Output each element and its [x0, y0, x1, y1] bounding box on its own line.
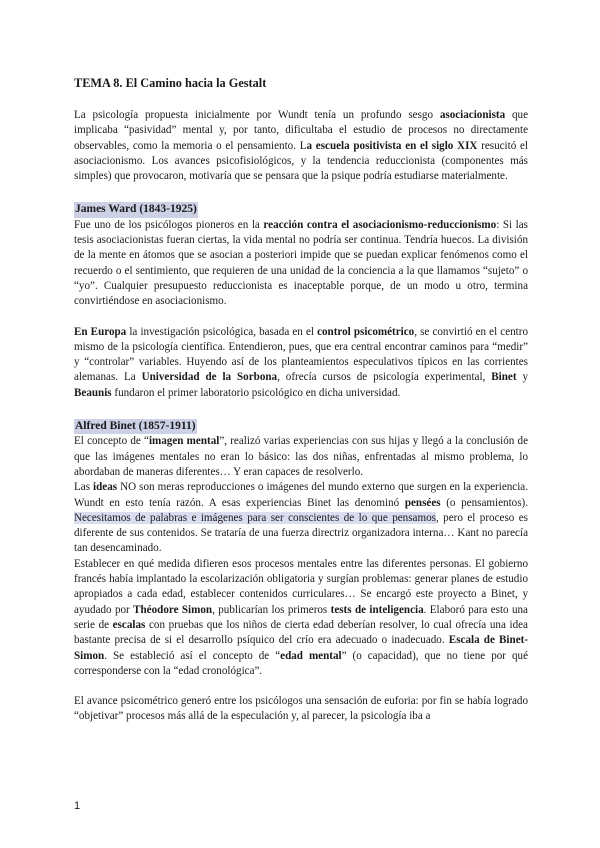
text-run: resucitó el asociacionismo. Los avances psicofisiológicos, y la tendencia reduccionista (componentes más simples) que provocaron, motivaría que se pensara que la psique podría estudiarse materialmente. — [74, 139, 528, 183]
bold-term: En Europa — [74, 325, 127, 338]
text-run: NO son meras reproducciones o imágenes del mundo externo que surgen en la experiencia. Wundt en esto tenía razón. A esas experiencias Binet las denominó — [74, 481, 528, 509]
section-heading-binet: Alfred Binet (1857-1911) — [74, 419, 197, 434]
page-number: 1 — [74, 800, 81, 812]
bold-term: Beaunis — [74, 386, 112, 399]
bold-term: asociacionista — [439, 109, 506, 121]
text-run: El concepto de “ — [74, 435, 149, 448]
europa-paragraph — [74, 325, 528, 401]
bold-term: Binet — [491, 371, 517, 384]
text-run: fundaron el primer laboratorio psicológico en dicha universidad. — [111, 386, 401, 399]
text-run: , pero el proceso es diferente de sus contenidos. Se trataría de una fuerza directriz organizadora interna… Kant no parecía tan desencaminado. — [74, 511, 529, 555]
text-run: , se convirtió en el centro mismo de la psicología científica. Entendieron, pues, que era central encontrar caminos para “medir” y “controlar” variables. Huyendo así de los planteamientos especulativos típicos en las corrientes alemanas. La — [74, 325, 528, 384]
final-paragraph: El avance psicométrico generó entre los psicólogos una sensación de euforia: por fin se había logrado “objetivar” procesos más allá de la especulación y, al parecer, la psicología iba a — [74, 695, 528, 723]
bold-term: ideas — [93, 481, 118, 494]
text-run: : Si las tesis asociacionistas fueran ciertas, la vida mental no podría ser continua. Tendría huecos. La división de la mente en átomos que se asocian a posteriori impide que se puedan explicar fenómenos como el recuerdo o el sentimiento, que requieren de una unidad de la conciencia a la que llamamos “sujeto” o “yo”. Cualquier presupuesto reduccionista es inaceptable porque, de un modo u otro, termina convirtiéndose en asociacionismo. — [74, 218, 528, 308]
text-run: con pruebas que los niños de cierta edad deberían resolver, lo cual ofrecía una idea bastante precisa de si el desarrollo psíquico del crío era adecuado o inadecuado. — [74, 618, 528, 647]
text-run: ” (o capacidad), que no tiene por qué corresponderse con la “edad cronológica”. — [74, 649, 528, 677]
intro-paragraph — [74, 108, 528, 184]
text-run: Fue uno de los psicólogos pioneros en la — [74, 218, 264, 231]
highlighted-text: Necesitamos de palabras e imágenes para ser conscientes de lo que pensamos — [74, 511, 436, 524]
bold-term: Escala de Binet-Simon — [74, 634, 529, 662]
bold-term: Théodore Simon — [133, 603, 213, 616]
text-run: . Se estableció así el concepto de “ — [104, 649, 281, 662]
binet-paragraph-2 — [74, 480, 528, 556]
section-heading-ward: James Ward (1843-1925) — [74, 202, 198, 217]
bold-term: tests de inteligencia — [330, 603, 424, 616]
text-run: Las — [74, 481, 94, 494]
bold-term: edad mental — [280, 649, 342, 662]
binet-paragraph-3 — [74, 557, 528, 679]
text-run: , publicarían los primeros — [212, 603, 331, 616]
bold-term: a escuela positivista en el siglo XIX — [306, 139, 478, 152]
text-run: que implicaba “pasividad” mental y, por tanto, dificultaba el estudio de procesos no directamente observables, como la memoria o el pensamiento. L — [74, 109, 528, 152]
text-run: . Elaboró para esto una serie de — [74, 603, 528, 631]
bold-term: pensées — [404, 496, 441, 509]
bold-term: escalas — [112, 618, 146, 631]
binet-paragraph-1 — [74, 434, 528, 480]
bold-term: imagen mental — [148, 435, 220, 448]
bold-term: control psicométrico — [317, 325, 415, 338]
page-content — [74, 62, 528, 725]
text-run: ”, realizó varias experiencias con sus hijas y llegó a la conclusión de que las imágenes mentales no eran lo básico: las dos niñas, enfrentadas al mismo problema, lo abordaban de maneras diferentes… Y eran capaces de resolverlo. — [74, 435, 528, 478]
bold-term: reacción contra el asociacionismo-reduccionismo — [263, 218, 497, 231]
page-title: TEMA 8. El Camino hacia la Gestalt — [74, 76, 267, 90]
ward-paragraph — [74, 218, 528, 310]
text-run: (o pensamientos). — [440, 496, 528, 509]
text-run: La psicología propuesta inicialmente por Wundt tenía un profundo sesgo — [74, 109, 440, 121]
text-run: , ofrecía cursos de psicología experimental, — [277, 371, 492, 384]
text-run: y — [516, 371, 529, 384]
text-run: la investigación psicológica, basada en el — [126, 325, 318, 338]
bold-term: Universidad de la Sorbona — [141, 371, 278, 384]
text-run: Establecer en qué medida difieren esos procesos mentales entre las diferentes personas. El gobierno francés había implantado la escolarización obligatoria y surgían problemas: generar planes de estudio apropiados a cada edad, establecer contenidos curriculares… Se encargó este proyecto a Binet, y ayudado por — [74, 557, 528, 616]
